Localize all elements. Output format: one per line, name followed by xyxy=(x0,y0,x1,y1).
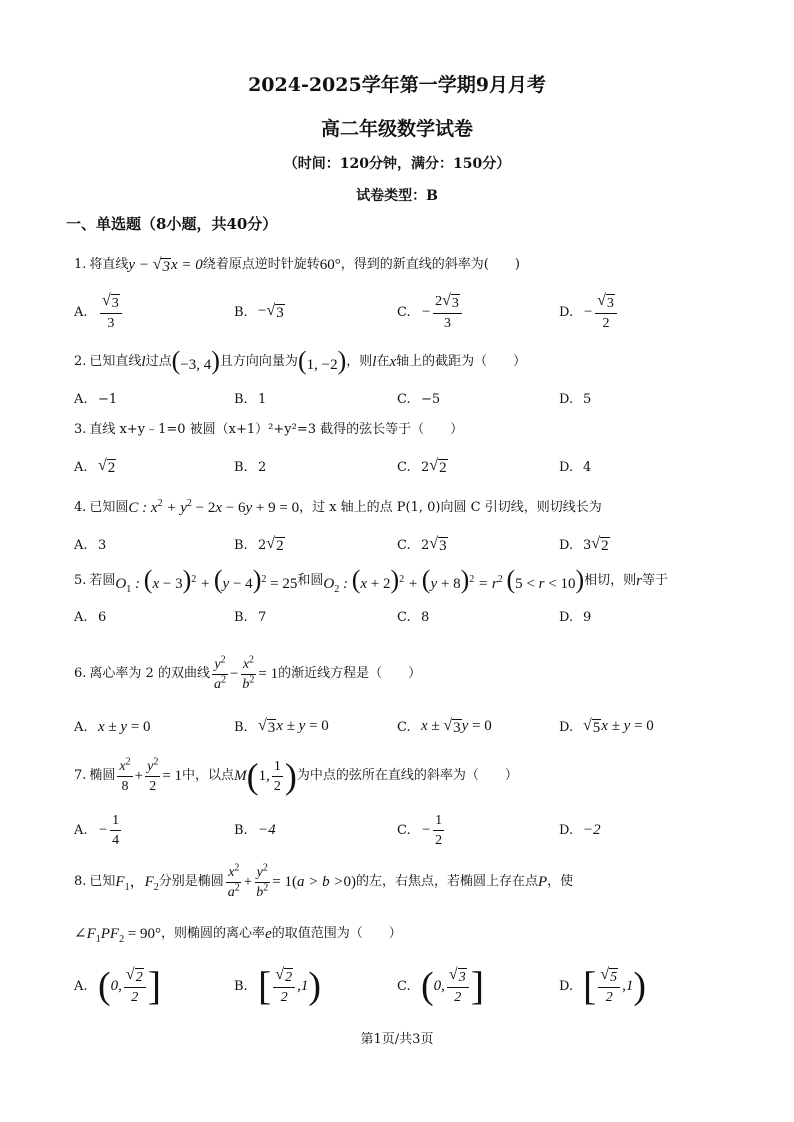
q7-ellipse-equation: $\frac{x^2}{8}$ + $\frac{y^2}{2}$ = 1 xyxy=(119,755,183,794)
q8-ellipse-equation: $\frac{x^2}{a^2}$ + $\frac{y^2}{b^2}$ = 1( a > b > 0) xyxy=(227,861,356,900)
q7-point-m: M ( 1, $\frac{1}{2}$ ) xyxy=(234,756,297,796)
q7-option-b: B. −4 xyxy=(234,821,276,838)
q5-circle-o1: $O_1$ : $(x - 3)^2 + (y - 4)^2 = 25$ xyxy=(115,565,298,595)
q8-option-b: B. [ √ 2 2 ,1 ) xyxy=(234,963,322,1008)
q2-option-a: A. −1 xyxy=(74,391,118,407)
q8-option-c: C. ( 0, √ 3 2 ] xyxy=(397,963,485,1008)
q5-option-b: B. 7 xyxy=(234,609,267,625)
q8-option-d: D. [ √ 5 2 ,1 ) xyxy=(559,963,647,1008)
q7-option-a: A. − $\frac{1}{4}$ xyxy=(74,812,120,848)
q5-option-d: D. 9 xyxy=(559,609,592,625)
paper-type: 试卷类型：B xyxy=(356,188,438,204)
question-3: 3. 直线 x+y﹣1=0 被圆（x+1）²+y²=3 截得的弦长等于（ ） xyxy=(74,422,464,437)
q8-option-a: A. ( 0, √ 2 2 ] xyxy=(74,963,162,1008)
question-8: 8. 已知 $F_1$，$F_2$ 分别是椭圆 $\frac{x^2}{a^2}$ + $\frac{y^2}{b^2}$ = 1( a > b > 0) 的左，右焦点，若椭圆上存在点 P ，使 xyxy=(74,861,574,900)
q1-option-c: C. − 2 √ 3 3 xyxy=(397,292,464,332)
q4-option-a: A. 3 xyxy=(74,537,107,553)
q2-option-b: B. 1 xyxy=(234,391,267,407)
q3-option-d: D. 4 xyxy=(559,459,592,475)
q6-option-c: C. x ± √ 3 y = 0 xyxy=(397,717,492,736)
q7-option-d: D. −2 xyxy=(559,821,601,838)
q4-option-d: D. 3 √ 2 xyxy=(559,535,609,554)
question-7: 7. 椭圆 $\frac{x^2}{8}$ + $\frac{y^2}{2}$ = 1 中，以点 M ( 1, $\frac{1}{2}$ ) 为中点的弦所在直线的斜率为（ ） xyxy=(74,755,518,796)
exam-title: 2024-2025学年第一学期9月月考 xyxy=(248,74,546,96)
q2-option-d: D. 5 xyxy=(559,391,592,407)
question-1: 1. 将直线 y − √ 3 x = 0 绕着原点逆时针旋转 60° ，得到的新直线的斜率为( ) xyxy=(74,245,520,285)
q4-option-b: B. 2 √ 2 xyxy=(234,535,284,554)
page-footer: 第1页/共3页 xyxy=(360,1032,434,1047)
q3-option-b: B. 2 xyxy=(234,459,267,475)
q1-line-equation: y − √ 3 x = 0 xyxy=(128,256,203,275)
q6-option-b: B. √ 3 x ± y = 0 xyxy=(234,717,329,736)
q1-option-a: A. √ 3 3 xyxy=(74,292,124,332)
q7-option-c: C. − $\frac{1}{2}$ xyxy=(397,812,443,848)
q6-option-a: A. x ± y = 0 xyxy=(74,718,151,735)
q6-option-d: D. √ 5 x ± y = 0 xyxy=(559,717,654,736)
time-info: （时间：120分钟，满分：150分） xyxy=(283,156,511,172)
q3-option-c: C. 2 √ 2 xyxy=(397,457,447,476)
q4-circle-equation: C : $x^2 + y^2 - 2x - 6y + 9 = 0$ xyxy=(128,498,300,516)
question-4: 4. 已知圆 C : $x^2 + y^2 - 2x - 6y + 9 = 0$ ，过 x 轴上的点 P(1, 0)向圆 C 引切线，则切线长为 xyxy=(74,488,602,528)
q1-option-d: D. − √ 3 2 xyxy=(559,292,619,332)
q5-circle-o2: $O_2$ : $(x + 2)^2 + (y + 8)^2 = r^2$ (5 < r < 10) xyxy=(323,565,585,595)
q4-option-c: C. 2 √ 3 xyxy=(397,535,447,554)
q8-angle-condition: $\angle F_1PF_2 = 90^\circ$ xyxy=(74,926,162,945)
q5-option-a: A. 6 xyxy=(74,609,107,625)
section-title: 一、单选题（8小题，共40分） xyxy=(66,215,278,233)
q3-option-a: A. √ 2 xyxy=(74,457,116,476)
q6-hyperbola-equation: $\frac{y^2}{a^2}$ − $\frac{x^2}{b^2}$ = 1 xyxy=(213,653,279,692)
q1-option-b: B. − √ 3 xyxy=(234,302,284,321)
exam-subtitle: 高二年级数学试卷 xyxy=(320,118,473,140)
question-8-line-2: $\angle F_1PF_2 = 90^\circ$ ，则椭圆的离心率 e 的取值范围为（ ） xyxy=(74,914,402,954)
q2-option-c: C. −5 xyxy=(397,391,441,407)
question-5: 5. 若圆 $O_1$ : $(x - 3)^2 + (y - 4)^2 = 25$ 和圆 $O_2$ : $(x + 2)^2 + (y + 8)^2 = r^2$ (5 < r < 10) 相切，则 r 等于 xyxy=(74,565,668,595)
q5-option-c: C. 8 xyxy=(397,609,430,625)
question-6: 6. 离心率为 2 的双曲线 $\frac{y^2}{a^2}$ − $\frac{x^2}{b^2}$ = 1 的渐近线方程是（ ） xyxy=(74,653,422,692)
question-2: 2. 已知直线 l 过点 (−3, 4) 且方向向量为 (1, −2) ，则 l 在 x 轴上的截距为（ ） xyxy=(74,346,527,375)
